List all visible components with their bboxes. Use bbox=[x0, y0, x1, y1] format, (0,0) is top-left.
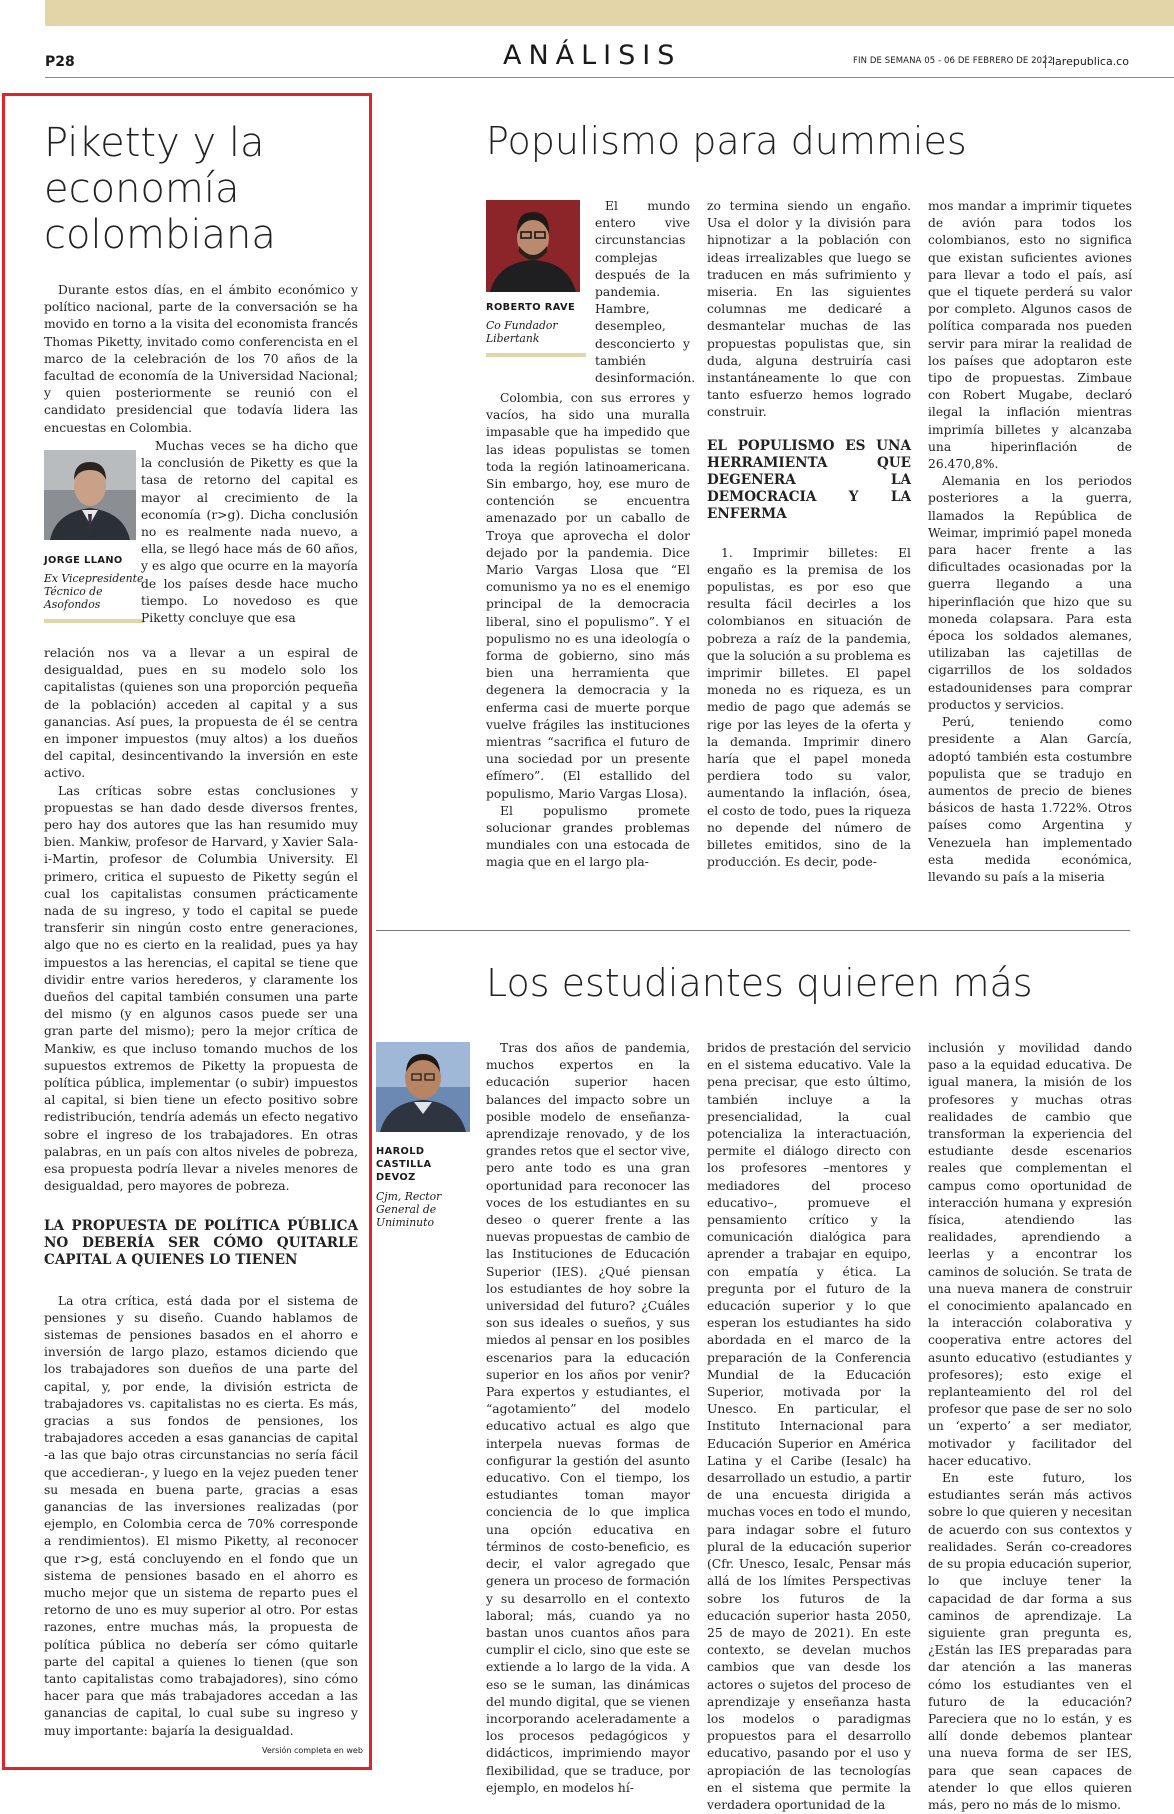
paragraph: Colombia, con sus errores y vacíos, ha sido una muralla impasable que ha impedido que las ideas populistas se tomen toda la región latinoamericana. Sin embargo, hoy, ese muro de contención se encuentra amenazado por un caballo de Troya que aprovecha el dolor dejado por la pandemia. Dice Mario Vargas Llosa que “El comunismo ya no es el enemigo principal de la democracia liberal, sino el populismo”. Y el populismo no es una ideología o forma de gobierno, sino más bien una herramienta que degenera la democracia y la enferma casi de muerte porque vuelve frágiles las instituciones mientras “sacrifica el futuro de una sociedad por un presente efímero”. (El estallido del populismo, Mario Vargas Llosa). bbox=[486, 391, 690, 801]
author-byline-3 bbox=[376, 1145, 474, 1229]
author-name: HAROLD CASTILLA DEVOZ bbox=[376, 1146, 432, 1183]
section-title: ANÁLISIS bbox=[503, 40, 682, 71]
article-1-wrap-text bbox=[141, 438, 358, 627]
author-photo-jorge-llano bbox=[44, 450, 136, 540]
article-1-subhead: LA PROPUESTA DE POLÍTICA PÚBLICA NO DEBERÍA SER CÓMO QUITARLE CAPITAL A QUIENES LO TIENEN bbox=[44, 1217, 358, 1268]
article-2-title: Populismo para dummies bbox=[486, 119, 967, 163]
paragraph: Durante estos días, en el ámbito económico y político nacional, parte de la conversación se ha movido en torno a la visita del economista francés Thomas Piketty, invitado como conferencista en el marco de la celebración de los 70 años de la facultad de economía de la Universidad Nacional; y quien posteriormente se reunió con el candidato presidencial que todavía lidera las encuestas en Colombia. bbox=[44, 283, 358, 435]
article-3-column-3 bbox=[928, 1040, 1132, 1814]
article-3-column-1 bbox=[486, 1040, 690, 1797]
paragraph: relación nos va a llevar a un espiral de desigualdad, pues en su modelo solo los capitalistas (quienes son una proporción pequeña de la población) acceden al capital y a sus ganancias. Así pues, la propuesta de él se centra en imponer impuestos (muy altos) a los dueños del capital, desincentivando la inversión en este activo. bbox=[44, 646, 358, 781]
article-1-body bbox=[44, 645, 358, 1740]
article-2-wrap-text bbox=[595, 198, 696, 387]
byline-underline bbox=[486, 353, 586, 357]
article-1-intro bbox=[44, 282, 358, 437]
paragraph: Perú, teniendo como presidente a Alan García, adoptó también esta costumbre populista que se tradujo en aumentos de precio de bienes básicos de hasta 1.722%. Otros países como Argentina y Venezuela han implementado esta medida económica, llevando su país a la miseria bbox=[928, 715, 1132, 884]
article-2-column-1 bbox=[486, 390, 690, 872]
author-role: Co Fundador Libertank bbox=[486, 319, 558, 345]
issue-date: FIN DE SEMANA 05 - 06 DE FEBRERO DE 2022 bbox=[853, 56, 1054, 66]
section-divider bbox=[376, 930, 1130, 931]
paragraph: En este futuro, los estudiantes serán más activos sobre lo que quieren y necesitan de acuerdo con sus contextos y realidades. Serán co-creadores de su propia educación superior, lo que incluye tener la capacidad de dar forma a sus caminos de aprendizaje. La siguiente gran pregunta es, ¿Están las IES preparadas para dar atención a las maneras cómo los estudiantes ven el futuro de la educación? Pareciera que no lo están, y es allí donde debemos plantear una nueva forma de ser IES, para que sean capaces de atender lo que ellos quieren más, pero no más de lo mismo. bbox=[928, 1471, 1132, 1812]
paragraph: bridos de prestación del servicio en el sistema educativo. Vale la pena precisar, que esto último, también incluye a la presencialidad, la cual potencializa la interactuación, permite el diálogo directo con los profesores –mentores y mediadores del proceso educativo–, promueve el pensamiento crítico y la comunicación dialógica para aprender a trabajar en equipo, con empatía y ética. La pregunta por el futuro de la educación superior y lo que esperan los estudiantes ha sido abordada en el marco de la preparación de la Conferencia Mundial de la Educación Superior, motivada por la Unesco. En particular, el Instituto Internacional para Educación Superior en América Latina y el Caribe (Iesalc) ha desarrollado un estudio, a partir de una encuesta dirigida a muchas voces en todo el mundo, para indagar sobre el futuro plural de la educación superior (Cfr. Unesco, Iesalc, Pensar más allá de los límites Perspectivas sobre los futuros de la educación superior hasta 2050, 25 de mayo de 2021). En este contexto, se develan muchos cambios que van desde los actores o sujetos del proceso de aprendizaje y enseñanza hasta los modelos o paradigmas propuestos para el desarrollo educativo, pasando por el uso y apropiación de las tecnologías en el sistema que permite la verdadera oportunidad de la bbox=[707, 1041, 911, 1812]
page-number: P28 bbox=[45, 54, 75, 70]
paragraph: Muchas veces se ha dicho que la conclusión de Piketty es que la tasa de retorno del capital es mayor al crecimiento de la economía (r>g). Dicha conclusión no es realmente nada nuevo, a ella, se llegó hace más de 60 años, y es algo que ocurre en la mayoría de los países desde hace mucho tiempo. Lo novedoso es que Piketty concluye que esa bbox=[141, 439, 358, 626]
author-byline-2 bbox=[486, 302, 586, 357]
paragraph: El mundo entero vive circunstancias complejas después de la pandemia. Hambre, desempleo, desconcierto y también desinformación. bbox=[595, 199, 696, 386]
author-role: Ex Vicepresidente Técnico de Asofondos bbox=[44, 572, 144, 611]
paragraph: inclusión y movilidad dando paso a la equidad educativa. De igual manera, la misión de los profesores y muchas otras realidades de cambio que transforman la experiencia del estudiante desde escenarios reales que complementan el campus como oportunidad de interacción humana y expresión física, atendiendo las realidades, aprendiendo a leerlas y a encontrar los caminos de solución. Se trata de una nueva manera de construir el conocimiento apalancado en la interacción colaborativa y cooperativa entre actores del asunto educativo (estudiantes y profesores); esto exige el replanteamiento del rol del profesor que pase de ser no solo un ‘experto’ a ser mediator, motivador y facilitador del hacer educativo. bbox=[928, 1041, 1132, 1468]
article-3-title: Los estudiantes quieren más bbox=[486, 961, 1033, 1005]
article-2-column-2 bbox=[707, 198, 911, 872]
page-header bbox=[45, 40, 1174, 78]
paragraph: zo termina siendo un engaño. Usa el dolor y la división para hipnotizar a la población con ideas irrealizables que luego se traducen en más sufrimiento y miseria. En las siguientes columnas me dedicaré a desmantelar muchas de las propuestas populistas que, sin duda, alguna destruiría casi instantáneamente lo que con tanto esfuerzo hemos logrado construir. bbox=[707, 199, 911, 420]
author-byline-1 bbox=[44, 555, 144, 623]
author-name: JORGE LLANO bbox=[44, 555, 123, 566]
author-name: ROBERTO RAVE bbox=[486, 302, 576, 313]
paragraph: La otra crítica, está dada por el sistema de pensiones y su diseño. Cuando hablamos de sistemas de pensiones basados en el ahorro e inversión de largo plazo, estamos diciendo que los trabajadores son dueños de una parte del capital, y, por ende, la división estricta de trabajadores vs. capitalistas no es cierta. Es más, gracias a sus fondos de pensiones, los trabajadores acceden a esas ganancias de capital -a las que bajo otras circunstancias no sería fácil que accedieran-, y luego en la vejez pueden tener su mesada en buena parte, gracias a esas ganancias de las inversiones realizadas (por ejemplo, en Colombia cerca de 70% corresponde a rendimientos). El mismo Piketty, al reconocer que r>g, está concluyendo en el fondo que un sistema de pensiones basado en el ahorro es mucho mejor que un sistema de reparto pues el retorno de uno es muy superior al otro. Por estas razones, entre muchas más, la propuesta de política pública no debería ser cómo quitarle parte del capital a quienes lo tienen (que son tanto capitalistas como trabajadores), sino cómo hacer para que más trabajadores accedan a las ganancias de capital, lo cual sube su ingreso y muy importante: bajaría la desigualdad. bbox=[44, 1293, 358, 1738]
article-2-subhead: EL POPULISMO ES UNA HERRAMIENTA QUE DEGENERA LA DEMOCRACIA Y LA ENFERMA bbox=[707, 437, 911, 522]
article-3-column-2 bbox=[707, 1040, 911, 1814]
byline-underline bbox=[44, 619, 144, 623]
site-name: larepublica.co bbox=[1045, 55, 1129, 68]
paragraph: mos mandar a imprimir tiquetes de avión para todos los colombianos, esto no significa que existan suficientes aviones para llevar a todo el país, así que el tiquete perderá su valor por completo. Algunos casos de política comparada nos pueden servir para mirar la realidad de los países que adoptaron este tipo de propuestas. Zimbaue con Robert Mugabe, declaró ilegal la inflación mientras imprimía billetes y alcanzaba una hiperinflación de 26.470,8%. bbox=[928, 199, 1132, 472]
author-photo-harold-castilla bbox=[376, 1042, 470, 1132]
full-version-note: Versión completa en web bbox=[262, 1746, 363, 1755]
author-photo-roberto-rave bbox=[486, 200, 580, 292]
author-role: Cjm, Rector General de Uniminuto bbox=[376, 1190, 442, 1229]
paragraph: Alemania en los periodos posteriores a la guerra, llamados la República de Weimar, imprimió papel moneda para hacer frente a las dificultades ocasionadas por la guerra llegando a una hiperinflación que hizo que su moneda colapsara. Para esta época los soldados alemanes, utilizaban las cajetillas de cigarrillos de los soldados estadounidenses para comprar productos y servicios. bbox=[928, 474, 1132, 712]
top-color-band bbox=[45, 0, 1174, 26]
paragraph: Tras dos años de pandemia, muchos expertos en la educación superior hacen balances del impacto sobre un posible modelo de enseñanza-aprendizaje renovado, y de los grandes retos que el sector vive, pero ante todo es una gran oportunidad para reconocer las voces de los estudiantes en su deseo o querer frente a las nuevas propuestas de cambio de las Instituciones de Educación Superior (IES). ¿Qué piensan los estudiantes de hoy sobre la universidad del futuro? ¿Cuáles son sus ideales o sueños, y sus miedos al pensar en los posibles escenarios para la educación superior en los años por venir? Para expertos y estudiantes, el “agotamiento” del modelo educativo actual es algo que interpela nuevas formas de configurar la gestión del asunto educativo. Con el tiempo, los estudiantes toman mayor conciencia de lo que implica una opción educativa en términos de costo-beneficio, es decir, el valor agregado que genera un proceso de formación y su desarrollo en el contexto laboral; más, cuando ya no bastan unos cuantos años para cumplir el ciclo, sino que este se extiende a lo largo de la vida. A eso se le suman, las dinámicas del mundo digital, que se vienen incorporando aceleradamente a los procesos pedagógicos y didácticos, imprimiendo mayor flexibilidad, que se traduce, por ejemplo, en modelos hí- bbox=[486, 1041, 690, 1795]
article-1-title: Piketty y la economía colombiana bbox=[44, 120, 276, 258]
paragraph: 1. Imprimir billetes: El engaño es la premisa de los populistas, es por eso que resulta fácil decirles a los colombianos en situación de pobreza a raíz de la pandemia, que la solución a su problema es imprimir billetes. El papel moneda no es riqueza, es un medio de pago que además se rige por las leyes de la oferta y la demanda. Imprimir dinero haría que el papel moneda perdiera todo su valor, aumentando la inflación, ósea, el costo de todo, pues la riqueza no depende del número de billetes emitidos, sino de la producción. Es decir, pode- bbox=[707, 545, 911, 870]
paragraph: El populismo promete solucionar grandes problemas mundiales con una estocada de magia que en el largo pla- bbox=[486, 803, 690, 870]
article-2-column-3 bbox=[928, 198, 1132, 886]
paragraph: Las críticas sobre estas conclusiones y propuestas se han dado desde diversos frentes, pero hay dos autores que las han resumido muy bien. Mankiw, profesor de Harvard, y Xavier Sala-i-Martin, profesor de Columbia University. El primero, critica el supuesto de Piketty según el cual los capitalistas consumen prácticamente nada de su ingreso, y todo el capital se puede transferir sin ningún costo entre generaciones, algo que no es cierto en la realidad, pues ya hay impuestos a las herencias, el capital se tiene que dividir entre varios herederos, y claramente los dueños del capital también consumen una parte del mismo (y en algunos casos puede ser una gran parte del mismo); pero la mejor crítica de Mankiw, es que incluso tomando muchos de los supuestos extremos de Piketty la propuesta de política pública, implementar (o subir) impuestos al capital, si bien tiene un efecto positivo sobre redistribución, tendría además un efecto negativo sobre el ingreso de los trabajadores. En otras palabras, en un país con altos niveles de pobreza, esa propuesta podría llevar a niveles menores de desigualdad, pero mayores de pobreza. bbox=[44, 783, 358, 1194]
